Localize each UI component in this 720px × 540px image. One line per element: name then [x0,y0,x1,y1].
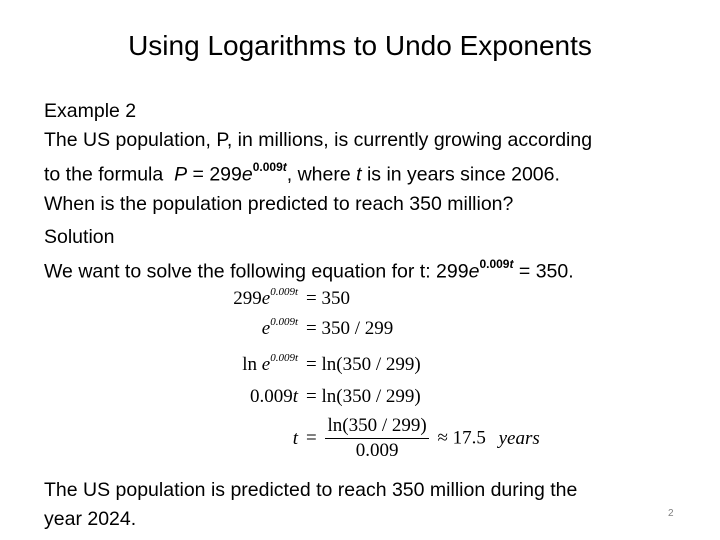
problem-line-2 [44,155,674,190]
solution-e: e [468,260,480,282]
step-1-sup: 0.009t [270,286,298,298]
solution-exponent [479,257,513,271]
step-3-sup: 0.009t [270,352,298,364]
step-5-rhs [306,414,540,463]
problem-var-t: t [356,163,362,186]
problem-line-1: The US population, P, in millions, is currently growing according [44,129,593,151]
step-1-coef: 299 [233,288,262,309]
slide-title: Using Logarithms to Undo Exponents [128,30,592,61]
formula-e: e [241,163,253,186]
formula-eq: = 299 [187,163,242,186]
step-4-lhs [250,382,298,412]
equation-step-1 [228,284,568,314]
step-5-approx: ≈ 17.5 [437,427,486,449]
step-2-sup: 0.009t [270,316,298,328]
problem-line-3: When is the population predicted to reach 350 million? [44,192,514,215]
step-4-rhs: = ln(350 / 299) [306,386,421,407]
step-5-denominator: 0.009 [355,440,399,461]
step-5-fraction [325,414,428,463]
formula-exponent [253,160,287,174]
step-5-equals: = [306,427,317,449]
step-5-numerator: ln(350 / 299) [325,414,428,439]
step-4-t: t [292,386,298,407]
step-3-ln: ln [242,354,262,375]
solution-exponent-var: t [509,256,514,271]
problem-line-2-post: , where [286,163,357,186]
step-3-rhs: = ln(350 / 299) [306,354,421,375]
step-3-e: e [261,354,271,375]
step-2-rhs: = 350 / 299 [306,318,394,339]
step-5-t: t [292,428,298,449]
example-heading: Example 2 [44,100,137,122]
step-4-coef: 0.009 [249,386,293,407]
step-1-lhs [233,284,298,316]
conclusion-line-1: The US population is predicted to reach 350 million during the [44,479,578,501]
formula-var-p: P [174,163,188,186]
solution-line-pre: We want to solve the following equation for t: 299 [44,260,469,282]
solution-exponent-num: 0.009 [479,256,510,271]
equation-step-5 [228,414,568,470]
page-number: 2 [668,508,674,519]
formula-exponent-var: t [282,160,287,174]
equation-step-3 [228,350,568,380]
equation-step-4 [228,382,568,412]
problem-line-2-pre: to the formula [44,163,164,186]
conclusion [44,476,674,534]
step-3-lhs [242,350,298,382]
solution-line [44,252,674,287]
solution-line-post: = 350. [513,260,574,282]
formula-exponent-num: 0.009 [252,160,283,174]
step-2-e: e [261,318,271,339]
step-1-rhs: = 350 [306,288,350,309]
step-5-unit: years [498,427,540,449]
equation-step-2 [228,314,568,344]
step-1-e: e [261,288,271,309]
problem-line-2-end: is in years since 2006. [361,163,560,186]
conclusion-line-2: year 2024. [44,508,137,530]
solution-heading: Solution [44,225,115,248]
slide-body [44,97,674,286]
step-2-lhs [262,314,298,346]
equation-steps [228,282,568,472]
